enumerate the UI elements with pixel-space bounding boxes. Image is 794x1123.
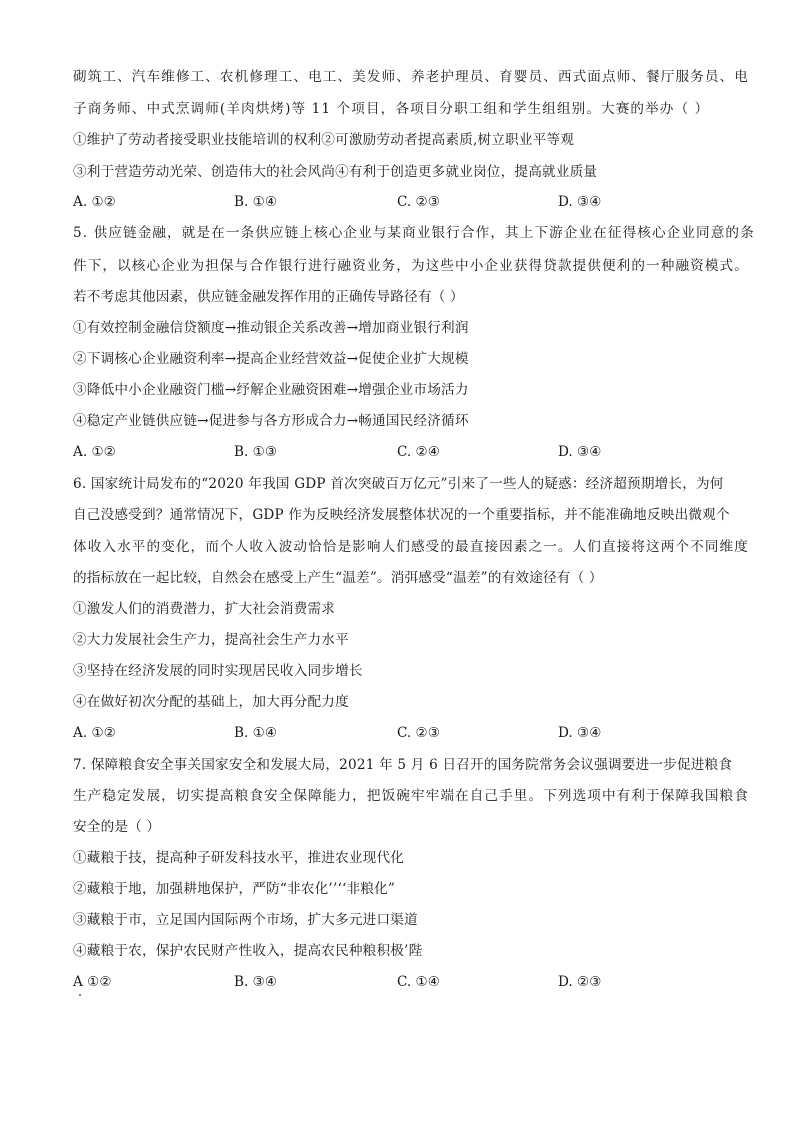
- q6-option-b[interactable]: B. ①④: [234, 725, 278, 741]
- q4-item-2: ③利于营造劳动光荣、创造伟大的社会风尚④有利于创造更多就业岗位，提高就业质量: [73, 164, 598, 180]
- q5-item-1: ①有效控制金融信贷额度→推动银企关系改善→增加商业银行利润: [73, 320, 469, 336]
- q4-options: [73, 193, 773, 211]
- q4-option-a[interactable]: A. ①②: [73, 194, 116, 210]
- q4-option-c[interactable]: C. ②③: [397, 194, 440, 210]
- q7-options: [73, 973, 773, 991]
- q6-option-a[interactable]: A. ①②: [73, 725, 116, 741]
- q7-item-1: ①藏粮于技，提高种子研发科技水平，推进农业现代化: [73, 850, 405, 866]
- q5-option-d[interactable]: D. ③④: [558, 444, 602, 460]
- q5-options: [73, 443, 773, 461]
- q6-item-3: ③坚持在经济发展的同时实现居民收入同步增长: [73, 663, 363, 679]
- q7-item-4: ④藏粮于农，保护农民财产性收入，提高农民种粮积极’陛: [73, 943, 423, 959]
- q6-option-c[interactable]: C. ②③: [397, 725, 440, 741]
- q4-stem-line-2: 子商务师、中式烹调师(羊肉烘烤)等 11 个项目，各项目分职工组和学生组组别。大赛的举办（ ）: [73, 101, 710, 117]
- q5-option-c[interactable]: C. ②④: [397, 444, 440, 460]
- q6-stem-line-4: 的指标放在一起比较，自然会在感受上产生“温差”。消弭感受“温差”的有效途径有（ ）: [73, 570, 603, 586]
- q5-stem-line-1: 5. 供应链金融，就是在一条供应链上核心企业与某商业银行合作，其上下游企业在征得核心企业同意的条: [73, 225, 755, 241]
- q4-item-1: ①维护了劳动者接受职业技能培训的权利②可激励劳动者提高素质,树立职业平等观: [73, 132, 575, 148]
- q6-stem-line-2: 自己没感受到？通常情况下，GDP 作为反映经济发展整体状况的一个重要指标，并不能准确地反映出微观个: [73, 507, 730, 523]
- q5-option-b[interactable]: B. ①③: [234, 444, 278, 460]
- q5-item-3: ③降低中小企业融资门槛→纾解企业融资困难→增强企业市场活力: [73, 382, 469, 398]
- q5-stem-line-3: 若不考虑其他因素，供应链金融发挥作用的正确传导路径有（ ）: [73, 289, 464, 305]
- q5-item-2: ②下调核心企业融资利率→提高企业经营效益→促使企业扩大规模: [73, 351, 469, 367]
- q6-item-2: ②大力发展社会生产力，提高社会生产力水平: [73, 632, 349, 648]
- q6-options: [73, 724, 773, 742]
- q6-item-4: ④在做好初次分配的基础上，加大再分配力度: [73, 694, 349, 710]
- q6-option-d[interactable]: D. ③④: [558, 725, 602, 741]
- q7-stem-line-2: 生产稳定发展，切实提高粮食安全保障能力，把饭碗牢牢端在自己手里。下列选项中有利于保障我国粮食: [73, 788, 749, 804]
- q4-stem-line-1: 砌筑工、汽车维修工、农机修理工、电工、美发师、养老护理员、育婴员、西式面点师、餐厅服务员、电: [73, 69, 749, 85]
- q5-option-a[interactable]: A. ①②: [73, 444, 116, 460]
- q7-item-3: ③藏粮于市，立足国内国际两个市场，扩大多元进口渠道: [73, 912, 418, 928]
- q5-stem-line-2: 件下，以核心企业为担保与合作银行进行融资业务，为这些中小企业获得贷款提供便利的一种融资模式。: [73, 258, 749, 274]
- q7-option-b[interactable]: B. ③④: [234, 974, 278, 990]
- q6-item-1: ①激发人们的消费潜力，扩大社会消费需求: [73, 601, 336, 617]
- q7-option-a[interactable]: A ①②: [73, 974, 112, 990]
- q5-item-4: ④稳定产业链供应链→促进参与各方形成合力→畅通国民经济循环: [73, 413, 469, 429]
- q7-stem-line-3: 安全的是（ ）: [73, 819, 161, 835]
- q7-item-2: ②藏粮于地，加强耕地保护，严防“非农化’’‘‘非粮化”: [73, 881, 396, 897]
- q7-stem-line-1: 7. 保障粮食安全事关国家安全和发展大局，2021 年 5 月 6 日召开的国务院常务会议强调要进一步促进粮食: [73, 757, 733, 773]
- q7-option-c[interactable]: C. ①④: [397, 974, 440, 990]
- stray-dot-mark: [79, 994, 81, 996]
- q4-option-d[interactable]: D. ③④: [558, 194, 602, 210]
- q4-option-b[interactable]: B. ①④: [234, 194, 278, 210]
- q7-option-d[interactable]: D. ②③: [558, 974, 602, 990]
- q6-stem-line-1: 6. 国家统计局发布的“2020 年我国 GDP 首次突破百万亿元”引来了一些人的疑惑：经济超预期增长，为何: [73, 476, 724, 492]
- q6-stem-line-3: 体收入水平的变化，而个人收入波动恰恰是影响人们感受的最直接因素之一。人们直接将这两个不同维度: [73, 539, 749, 555]
